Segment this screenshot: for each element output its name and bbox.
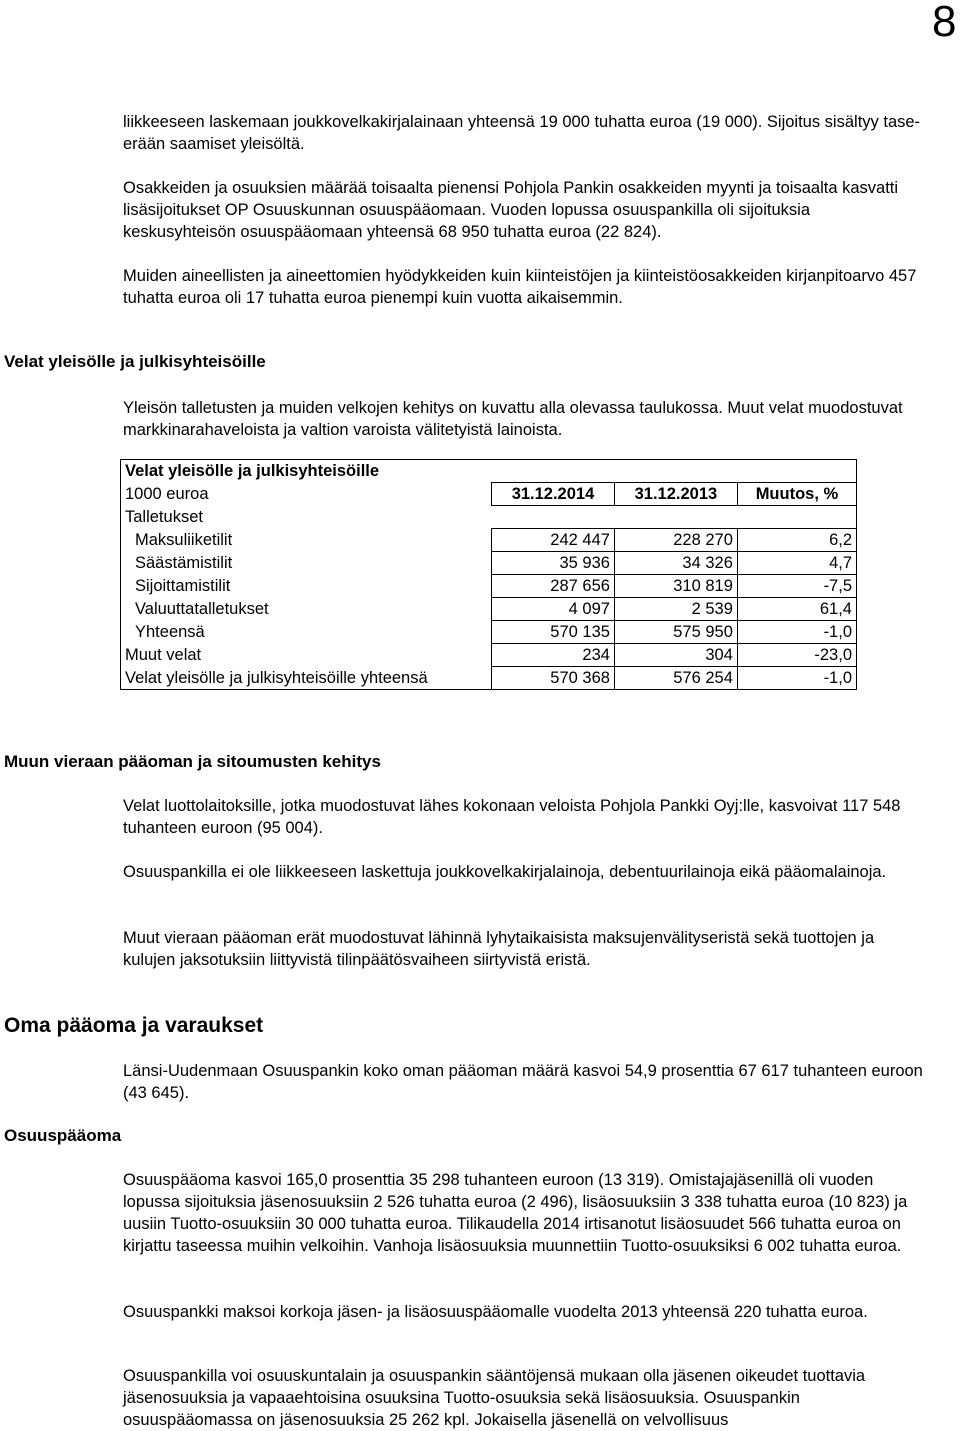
row-value-2014: 287 656 xyxy=(492,575,615,598)
row-value-change: 6,2 xyxy=(737,529,856,552)
row-value-2014: 234 xyxy=(492,644,615,667)
oma-paragraph-2: Osuuspääoma kasvoi 165,0 prosenttia 35 298 tuhanteen euroon (13 319). Omistajajäsenillä oli vuoden lopussa sijoituksia jäsenosuuksiin 2 526 tuhatta euroa (2 496), lisäosuuksiin 3 338 tuhatta euroa (10 823) ja uusiin Tuotto-osuuksiin 30 000 tuhatta euroa. Tilikaudella 2014 irtisanotut lisäosuudet 566 tuhatta euroa on kirjattu taseessa muihin velkoihin. Vanhoja lisäosuuksia muunnettiin Tuotto-osuuksiksi 6 002 tuhatta euroa. xyxy=(123,1171,908,1255)
subheading-osuuspaaoma: Osuuspääoma xyxy=(4,1126,122,1145)
group-label: Talletukset xyxy=(121,506,492,529)
row-label: Sijoittamistilit xyxy=(121,575,492,598)
velat-paragraph: Yleisön talletusten ja muiden velkojen kehitys on kuvattu alla olevassa taulukossa. Muut velat muodostuvat markkinarahaveloista ja valtion varoista välitetyistä lainoista. xyxy=(123,399,903,439)
row-label: Velat yleisölle ja julkisyhteisöille yhteensä xyxy=(121,667,492,690)
row-value-2013: 576 254 xyxy=(614,667,737,690)
row-label: Muut velat xyxy=(121,644,492,667)
section-heading-velat: Velat yleisölle ja julkisyhteisöille xyxy=(4,352,266,371)
row-value-2014: 570 368 xyxy=(492,667,615,690)
row-value-2013: 2 539 xyxy=(614,598,737,621)
oma-paragraph-3: Osuuspankki maksoi korkoja jäsen- ja lisäosuuspääomalle vuodelta 2013 yhteensä 220 tuhatta euroa. xyxy=(123,1303,868,1321)
col-header-2014: 31.12.2014 xyxy=(492,483,615,506)
row-value-2013: 228 270 xyxy=(614,529,737,552)
table-row xyxy=(121,621,857,644)
section-heading-vieras: Muun vieraan pääoman ja sitoumusten kehitys xyxy=(4,752,381,771)
table-row xyxy=(121,552,857,575)
col-header-change: Muutos, % xyxy=(737,483,856,506)
row-label: Säästämistilit xyxy=(121,552,492,575)
table-group-row xyxy=(121,506,857,529)
intro-paragraph-2: Osakkeiden ja osuuksien määrää toisaalta pienensi Pohjola Pankin osakkeiden myynti ja toisaalta kasvatti lisäsijoitukset OP Osuuskunnan osuuspääomaan. Vuoden lopussa osuuspankilla oli sijoituksia keskusyhteisön osuuspääomaan yhteensä 68 950 tuhatta euroa (22 824). xyxy=(123,179,899,241)
table-title: Velat yleisölle ja julkisyhteisöille xyxy=(121,460,492,483)
page-number: 8 xyxy=(932,0,957,46)
row-label: Valuuttatalletukset xyxy=(121,598,492,621)
row-value-2014: 35 936 xyxy=(492,552,615,575)
row-value-2014: 4 097 xyxy=(492,598,615,621)
table-row xyxy=(121,529,857,552)
row-value-2014: 570 135 xyxy=(492,621,615,644)
row-value-2014: 242 447 xyxy=(492,529,615,552)
section-heading-oma: Oma pääoma ja varaukset xyxy=(4,1014,264,1037)
table-row xyxy=(121,667,857,690)
row-value-2013: 34 326 xyxy=(614,552,737,575)
oma-paragraph-1: Länsi-Uudenmaan Osuuspankin koko oman pääoman määrä kasvoi 54,9 prosenttia 67 617 tuhanteen euroon (43 645). xyxy=(123,1062,923,1102)
row-value-2013: 304 xyxy=(614,644,737,667)
col-header-2013: 31.12.2013 xyxy=(614,483,737,506)
row-value-change: 4,7 xyxy=(737,552,856,575)
table-title-row xyxy=(121,460,857,483)
intro-paragraph-3: Muiden aineellisten ja aineettomien hyödykkeiden kuin kiinteistöjen ja kiinteistöosakkeiden kirjanpitoarvo 457 tuhatta euroa oli 17 tuhatta euroa pienempi kuin vuotta aikaisemmin. xyxy=(123,267,917,307)
intro-paragraph-1: liikkeeseen laskemaan joukkovelkakirjalainaan yhteensä 19 000 tuhatta euroa (19 000). Sijoitus sisältyy tase-erään saamiset yleisöltä. xyxy=(123,113,921,153)
table-header-row xyxy=(121,483,857,506)
row-label: Maksuliiketilit xyxy=(121,529,492,552)
row-value-change: -1,0 xyxy=(737,621,856,644)
table-unit: 1000 euroa xyxy=(121,483,492,506)
table-row xyxy=(121,598,857,621)
row-value-change: -7,5 xyxy=(737,575,856,598)
vieras-paragraph-2: Osuuspankilla ei ole liikkeeseen laskettuja joukkovelkakirjalainoja, debentuurilainoja eikä pääomalainoja. xyxy=(123,863,887,881)
row-value-2013: 310 819 xyxy=(614,575,737,598)
table-row xyxy=(121,644,857,667)
oma-paragraph-4: Osuuspankilla voi osuuskuntalain ja osuuspankin sääntöjensä mukaan olla jäsenen oikeudet tuottavia jäsenosuuksia ja vapaaehtoisina osuuksina Tuotto-osuuksia sekä lisäosuuksia. Osuuspankin osuuspääomassa on jäsenosuuksia 25 262 kpl. Jokaisella jäsenellä on velvollisuus xyxy=(123,1367,866,1429)
row-value-change: -23,0 xyxy=(737,644,856,667)
table-row xyxy=(121,575,857,598)
liabilities-table xyxy=(120,459,857,690)
row-value-2013: 575 950 xyxy=(614,621,737,644)
row-value-change: 61,4 xyxy=(737,598,856,621)
vieras-paragraph-1: Velat luottolaitoksille, jotka muodostuvat lähes kokonaan veloista Pohjola Pankki Oyj:lle, kasvoivat 117 548 tuhanteen euroon (95 004). xyxy=(123,797,901,837)
row-value-change: -1,0 xyxy=(737,667,856,690)
vieras-paragraph-3: Muut vieraan pääoman erät muodostuvat lähinnä lyhytaikaisista maksujenvälityseristä sekä tuottojen ja kulujen jaksotuksiin liittyvistä tilinpäätösvaiheen siirtyvistä eristä. xyxy=(123,929,875,969)
row-label: Yhteensä xyxy=(121,621,492,644)
